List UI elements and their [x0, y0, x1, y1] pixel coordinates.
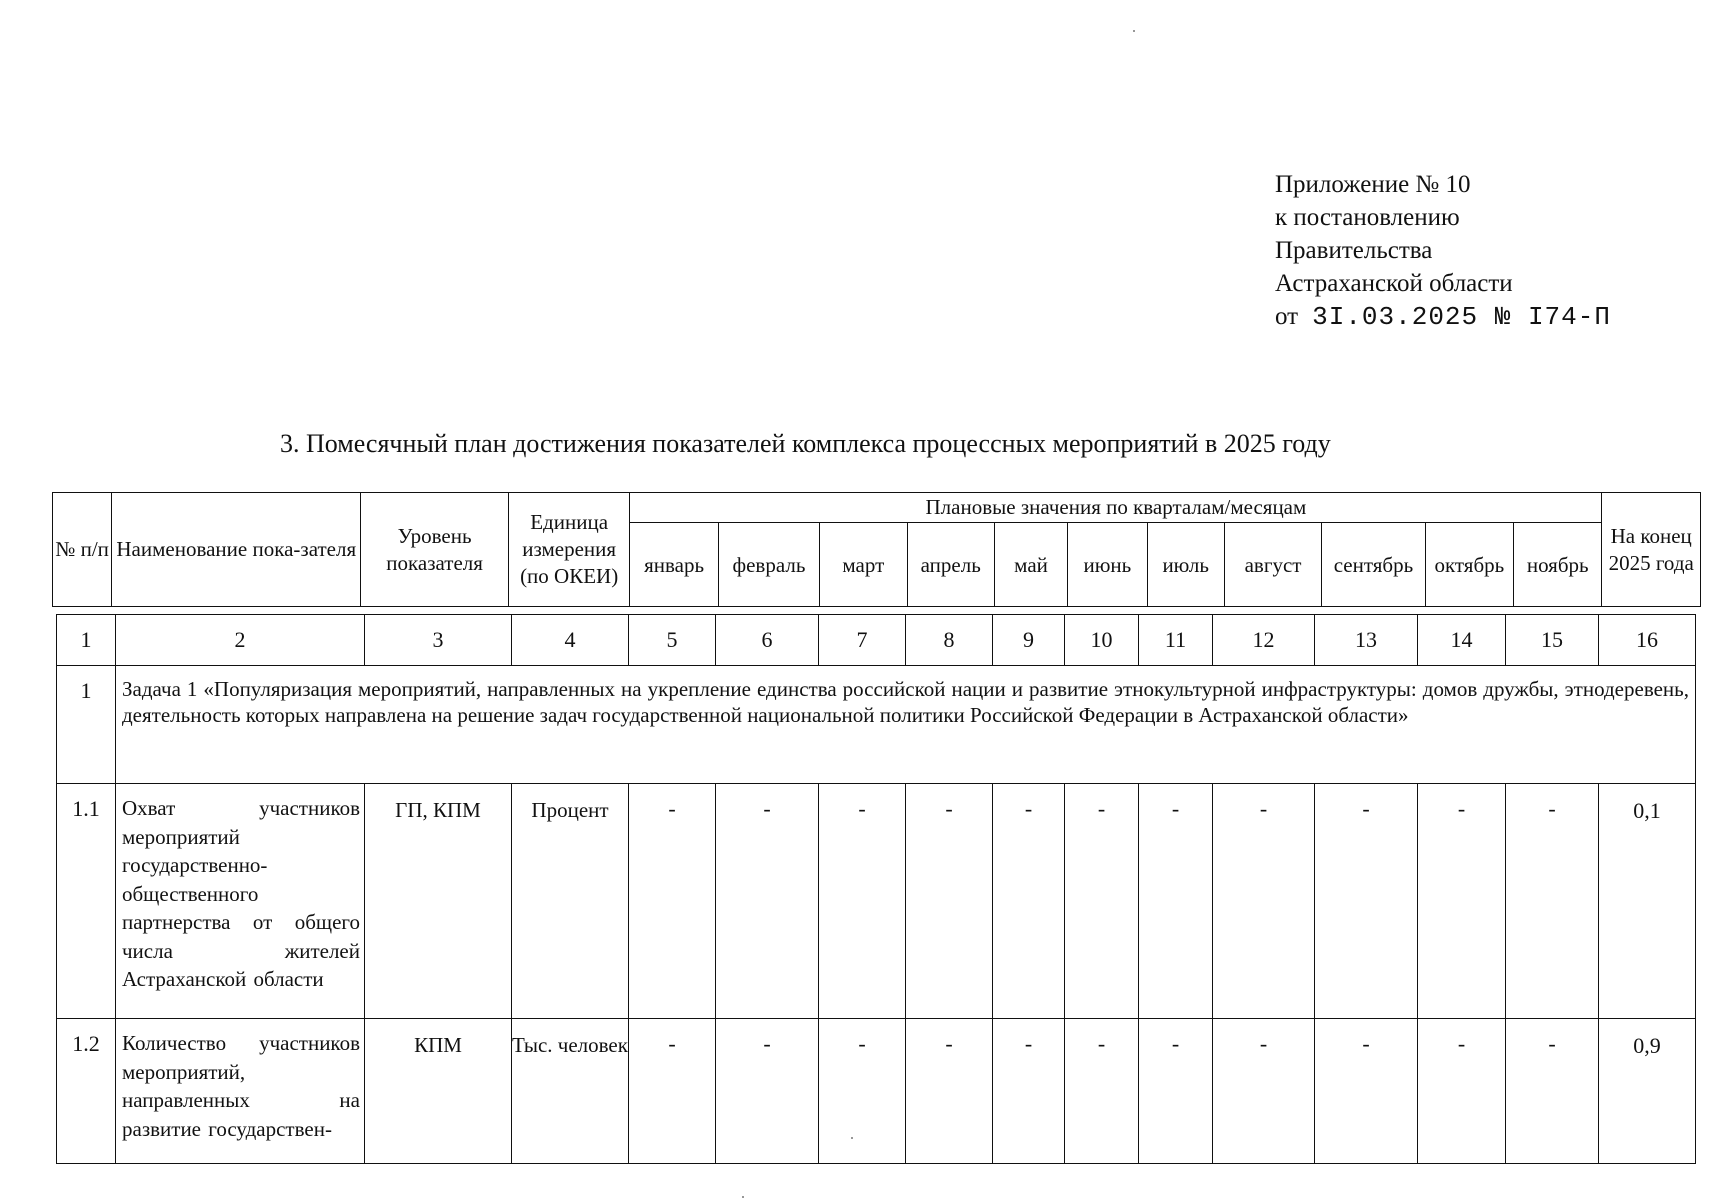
- header-month: май: [994, 523, 1067, 607]
- header-col-name: Наименование пока-зателя: [112, 493, 361, 607]
- table-row: [57, 1019, 1696, 1164]
- document-title: 3. Помесячный план достижения показателей комплекса процессных мероприятий в 2025 году: [280, 429, 1331, 458]
- scan-speck: [851, 1137, 853, 1139]
- column-number: 16: [1599, 615, 1696, 666]
- indicator-name: Количество участников мероприятий, направленных на развитие государствен-: [116, 1019, 365, 1164]
- header-col-level: Уровень показателя: [361, 493, 509, 607]
- header-planned-values-group: Плановые значения по кварталам/месяцам: [630, 493, 1602, 523]
- scan-speck: [1133, 30, 1135, 32]
- monthly-value: -: [819, 784, 906, 1019]
- header-month: ноябрь: [1514, 523, 1602, 607]
- indicator-unit: Процент: [512, 784, 629, 1019]
- monthly-value: -: [716, 1019, 819, 1164]
- appendix-line-2: к постановлению: [1275, 204, 1460, 231]
- row-number: 1.2: [57, 1019, 116, 1164]
- monthly-value: -: [1139, 1019, 1213, 1164]
- monthly-value: -: [629, 784, 716, 1019]
- column-number: 1: [57, 615, 116, 666]
- header-month: февраль: [718, 523, 819, 607]
- column-number: 14: [1418, 615, 1506, 666]
- header-col-end-of-year: На конец 2025 года: [1602, 493, 1701, 607]
- scan-speck: [742, 1196, 744, 1198]
- header-col-number: № п/п: [53, 493, 112, 607]
- appendix-block: [1275, 168, 1611, 334]
- header-col-unit: Единица измерения (по ОКЕИ): [508, 493, 630, 607]
- column-number: 7: [819, 615, 906, 666]
- header-table: [52, 492, 1701, 607]
- end-of-year-value: 0,1: [1599, 784, 1696, 1019]
- header-month: август: [1224, 523, 1321, 607]
- column-number: 13: [1315, 615, 1418, 666]
- indicator-level: ГП, КПМ: [365, 784, 512, 1019]
- indicator-unit: Тыс. человек: [512, 1019, 629, 1164]
- monthly-value: -: [1418, 784, 1506, 1019]
- monthly-value: -: [1506, 784, 1599, 1019]
- task-number: 1: [57, 666, 116, 784]
- monthly-value: -: [1213, 784, 1315, 1019]
- appendix-date-number: 3I.03.2025 № I74-П: [1312, 302, 1611, 332]
- monthly-value: -: [1065, 1019, 1139, 1164]
- indicators-table: [56, 614, 1696, 1164]
- column-number: 9: [993, 615, 1065, 666]
- column-number: 8: [906, 615, 993, 666]
- header-month: январь: [630, 523, 718, 607]
- column-number: 4: [512, 615, 629, 666]
- monthly-value: -: [1418, 1019, 1506, 1164]
- monthly-value: -: [819, 1019, 906, 1164]
- task-text: Задача 1 «Популяризация мероприятий, направленных на укрепление единства российской нации и развитие этнокультурной инфраструктуры: домов дружбы, этнодеревень, деятельность которых направлена на решение задач государственной национальной политики Российской Федерации в Астраханской области»: [116, 666, 1696, 784]
- header-month: март: [820, 523, 907, 607]
- monthly-value: -: [1315, 1019, 1418, 1164]
- monthly-value: -: [1315, 784, 1418, 1019]
- monthly-value: -: [1065, 784, 1139, 1019]
- row-number: 1.1: [57, 784, 116, 1019]
- end-of-year-value: 0,9: [1599, 1019, 1696, 1164]
- header-month: октябрь: [1425, 523, 1513, 607]
- column-number: 6: [716, 615, 819, 666]
- appendix-line-1: Приложение № 10: [1275, 171, 1471, 198]
- column-number-row: [57, 615, 1696, 666]
- monthly-value: -: [629, 1019, 716, 1164]
- header-month: июль: [1147, 523, 1224, 607]
- column-number: 3: [365, 615, 512, 666]
- column-number: 11: [1139, 615, 1213, 666]
- monthly-value: -: [993, 1019, 1065, 1164]
- appendix-line-3: Правительства: [1275, 237, 1433, 264]
- appendix-date-prefix: от: [1275, 303, 1299, 330]
- column-number: 15: [1506, 615, 1599, 666]
- column-number: 12: [1213, 615, 1315, 666]
- column-number: 5: [629, 615, 716, 666]
- header-month: июнь: [1068, 523, 1147, 607]
- header-month: апрель: [907, 523, 994, 607]
- monthly-value: -: [906, 1019, 993, 1164]
- column-number: 10: [1065, 615, 1139, 666]
- appendix-date-line: [1275, 300, 1611, 334]
- monthly-value: -: [1213, 1019, 1315, 1164]
- monthly-value: -: [716, 784, 819, 1019]
- header-month: сентябрь: [1322, 523, 1425, 607]
- table-row: [57, 784, 1696, 1019]
- monthly-value: -: [1139, 784, 1213, 1019]
- column-number: 2: [116, 615, 365, 666]
- monthly-value: -: [906, 784, 993, 1019]
- appendix-line-4: Астраханской области: [1275, 270, 1513, 297]
- indicator-name: Охват участников мероприятий государственно-общественного партнерства от общего числа жителей Астраханской области: [116, 784, 365, 1019]
- monthly-value: -: [993, 784, 1065, 1019]
- task-row: [57, 666, 1696, 784]
- monthly-value: -: [1506, 1019, 1599, 1164]
- indicator-level: КПМ: [365, 1019, 512, 1164]
